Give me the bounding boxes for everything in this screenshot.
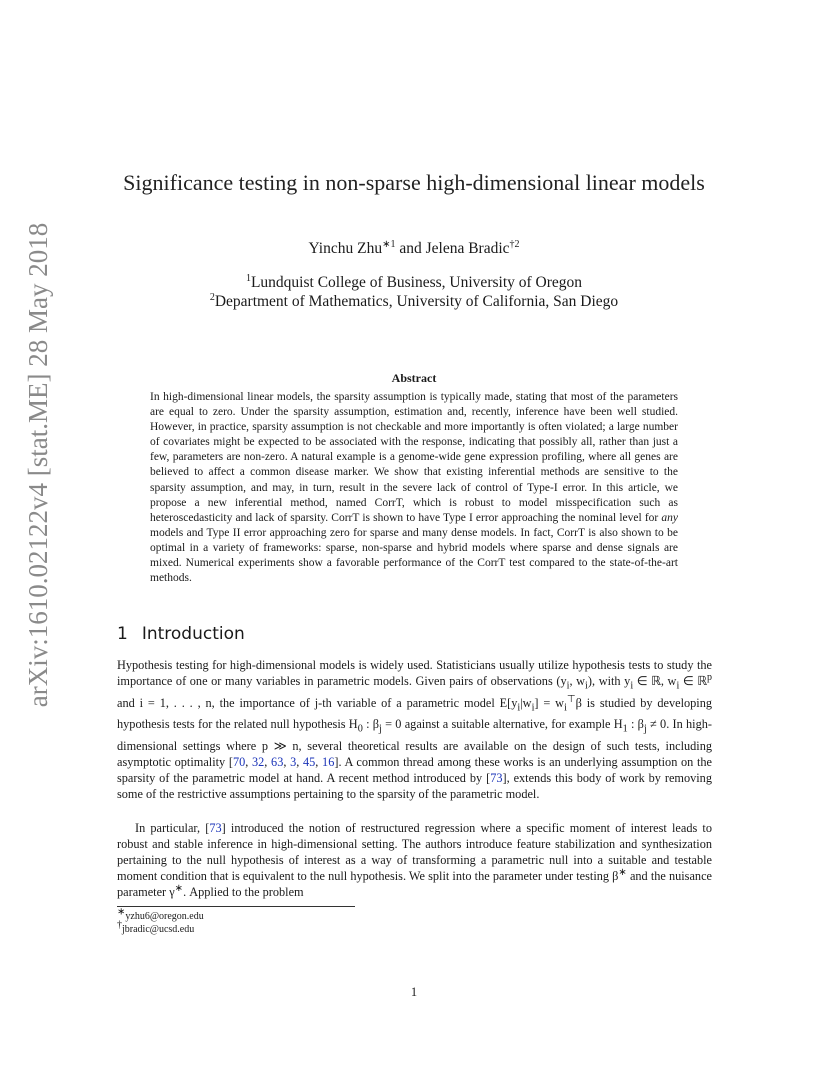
text-run: i bbox=[517, 702, 521, 713]
affiliation-mark: 2 bbox=[209, 291, 215, 303]
text-run: i bbox=[564, 702, 567, 713]
section-title: Introduction bbox=[141, 624, 245, 644]
text-run: i bbox=[566, 680, 570, 692]
text-run: ∗ bbox=[618, 867, 627, 879]
citation-link[interactable]: 63 bbox=[271, 754, 284, 769]
author-line bbox=[110, 239, 718, 259]
text-run: : β bbox=[627, 717, 644, 732]
text-run: 1 bbox=[622, 723, 628, 735]
text-run: ] introduced the notion of restructured regression where a specific moment of interest leads to robust and stable inference in high-dimensional setting. The authors introduce feature stabilization and synthesization pertaining to the null hypothesis of interest as a way of transforming a parametric null into a suitable and testable moment condition that is equivalent to the null hypothesis. We split into the parameter under testing β bbox=[117, 821, 712, 884]
text-run: i bbox=[676, 680, 680, 692]
author-name: Yinchu Zhu bbox=[308, 240, 383, 257]
footnote-mark: † bbox=[117, 919, 122, 931]
intro-paragraph bbox=[117, 820, 712, 900]
text-run: p bbox=[707, 671, 712, 683]
text-run: ≠ 0. In high-dimensional settings where p ≫ n, several theoretical results are available on the design of such tests, including asymptotic optimality [ bbox=[117, 717, 712, 769]
citation-link[interactable]: 70 bbox=[232, 754, 246, 769]
text-run: |w bbox=[520, 695, 532, 710]
affiliation-mark: 1 bbox=[245, 272, 251, 284]
text-run: ), with y bbox=[587, 674, 631, 689]
citation-link[interactable]: 45 bbox=[303, 754, 316, 769]
intro-paragraph: Hypothesis testing for high-dimensional models is widely used. Statisticians usually utilize hypothesis tests to study the importance of one or many variables in parametric models. Given pairs of observations ($y_i$, $w_i$), with $y_i$ ∈ ℝ, $w_i$ ∈ ℝ$^p$ and i = 1, . . . , n, the importance of j-th variable of a parametric model $E[y_i|w_i] = w_i^⊤\beta$ is studied by developing hypothesis tests for the related null hypothesis $H_0$ : $\beta_j = 0$ against a suitable alternative, for example $H_1$ : $\beta_j \ne 0$. In high-dimensional settings where p ≫ n, several theoretical results are available on the design of such tests, including asymptotic optimality [70, 32, 63, 3, 45, 16]. A common thread among these works is an underlying assumption on the sparsity of the parametric model at hand. A recent method introduced by [73], extends this body of work by removing some of the restrictive assumptions pertaining to the sparsity of the parametric model. bbox=[117, 658, 713, 801]
text-run: : β bbox=[362, 717, 379, 732]
footnote-email[interactable]: yzhu6@oregon.edu bbox=[125, 911, 204, 922]
arxiv-side-stamp: arXiv:1610.02122v4 [stat.ME] 28 May 2018 bbox=[23, 222, 53, 708]
citation-link[interactable]: 73 bbox=[209, 821, 222, 835]
text-run: . Applied to the problem bbox=[183, 885, 304, 900]
author-marks: ∗1 bbox=[382, 238, 396, 250]
text-run: Hypothesis testing for high-dimensional models is widely used. Statisticians usually utilize hypothesis tests to study the importance of one or many variables in parametric models. Given pairs of observations (y bbox=[117, 658, 712, 689]
text-run: j bbox=[643, 723, 647, 735]
text-run: ], extends this body of work by removing some of the restrictive assumptions pertaining to the sparsity of the parametric model. bbox=[117, 770, 712, 801]
affiliation-text: Department of Mathematics, University of California, San Diego bbox=[214, 293, 619, 310]
text-run: ⊤ bbox=[566, 693, 576, 705]
citation-link[interactable]: 3 bbox=[290, 754, 297, 769]
text-run: = 0 against a suitable alternative, for example H bbox=[381, 717, 623, 732]
affiliation bbox=[110, 292, 718, 312]
footnote-rule bbox=[117, 906, 355, 907]
footnote-email[interactable]: jbradic@ucsd.edu bbox=[122, 924, 195, 935]
text-run: ∈ ℝ bbox=[679, 674, 707, 689]
page-number: 1 bbox=[410, 985, 418, 999]
text-run: ∗ bbox=[174, 883, 184, 895]
affiliation-text: Lundquist College of Business, University of Oregon bbox=[250, 274, 583, 291]
author-marks: †2 bbox=[509, 238, 520, 250]
text-run: and the nuisance parameter γ bbox=[117, 869, 712, 900]
text-run: 0 bbox=[357, 723, 363, 735]
text-run: β is studied by developing hypothesis tests for the related null hypothesis H bbox=[117, 695, 712, 732]
text-run: ] = w bbox=[534, 695, 565, 710]
text-run: i bbox=[531, 702, 535, 713]
abstract-heading: Abstract bbox=[391, 371, 437, 385]
citation-link[interactable]: 16 bbox=[322, 754, 335, 769]
text-run: j bbox=[379, 723, 382, 735]
footnote bbox=[117, 906, 517, 923]
abstract-body bbox=[150, 390, 678, 586]
abstract-emphasis: any bbox=[661, 511, 678, 524]
text-run: and i = 1, . . . , n, the importance of j-th variable of a parametric model E[y bbox=[117, 695, 518, 710]
text-run: , w bbox=[569, 674, 586, 689]
text-run: i bbox=[630, 680, 634, 692]
section-number: 1 bbox=[117, 624, 128, 644]
citation-link[interactable]: 32 bbox=[252, 754, 265, 769]
author-connector: and bbox=[395, 240, 426, 257]
text-run: ]. A common thread among these works is an underlying assumption on the sparsity of the parametric model at hand. A recent method introduced by [ bbox=[117, 754, 713, 785]
citation-link[interactable]: 73 bbox=[490, 770, 503, 785]
text-run: ∈ ℝ, w bbox=[633, 674, 677, 689]
text-run: i bbox=[585, 680, 588, 692]
footnote-mark: ∗ bbox=[117, 906, 126, 918]
author-name: Jelena Bradic bbox=[425, 240, 510, 257]
footnote bbox=[117, 919, 517, 936]
paper-title: Significance testing in non-sparse high-dimensional linear models bbox=[123, 170, 705, 195]
abstract-text: In high-dimensional linear models, the sparsity assumption is typically made, stating that most of the parameters are equal to zero. Under the sparsity assumption, estimation and, recently, inference have been well studied. However, in practice, sparsity assumption is not checkable and more importantly is often violated; a large number of covariates might be expected to be associated with the response, indicating that possibly all, rather than just a few, parameters are non-zero. A natural example is a genome-wide gene expression profiling, where all genes are believed to affect a common disease marker. We show that existing inferential methods are sensitive to the sparsity assumption, and may, in turn, result in the severe lack of control of Type-I error. In this article, we propose a new inferential method, named CorrT, which is robust to model misspecification such as heteroscedasticity and lack of sparsity. CorrT is shown to have Type I error approaching the nominal level for bbox=[150, 391, 678, 524]
affiliation bbox=[110, 273, 718, 293]
text-run: In particular, [ bbox=[135, 821, 210, 835]
section-heading bbox=[117, 623, 717, 645]
abstract-text: models and Type II error approaching zero for sparse and many dense models. In fact, CorrT is also shown to be optimal in a variety of frameworks: sparse, non-sparse and hybrid models where sparse and dense signals are mixed. Numerical experiments show a favorable performance of the CorrT test compared to the state-of-the-art methods. bbox=[150, 526, 678, 585]
